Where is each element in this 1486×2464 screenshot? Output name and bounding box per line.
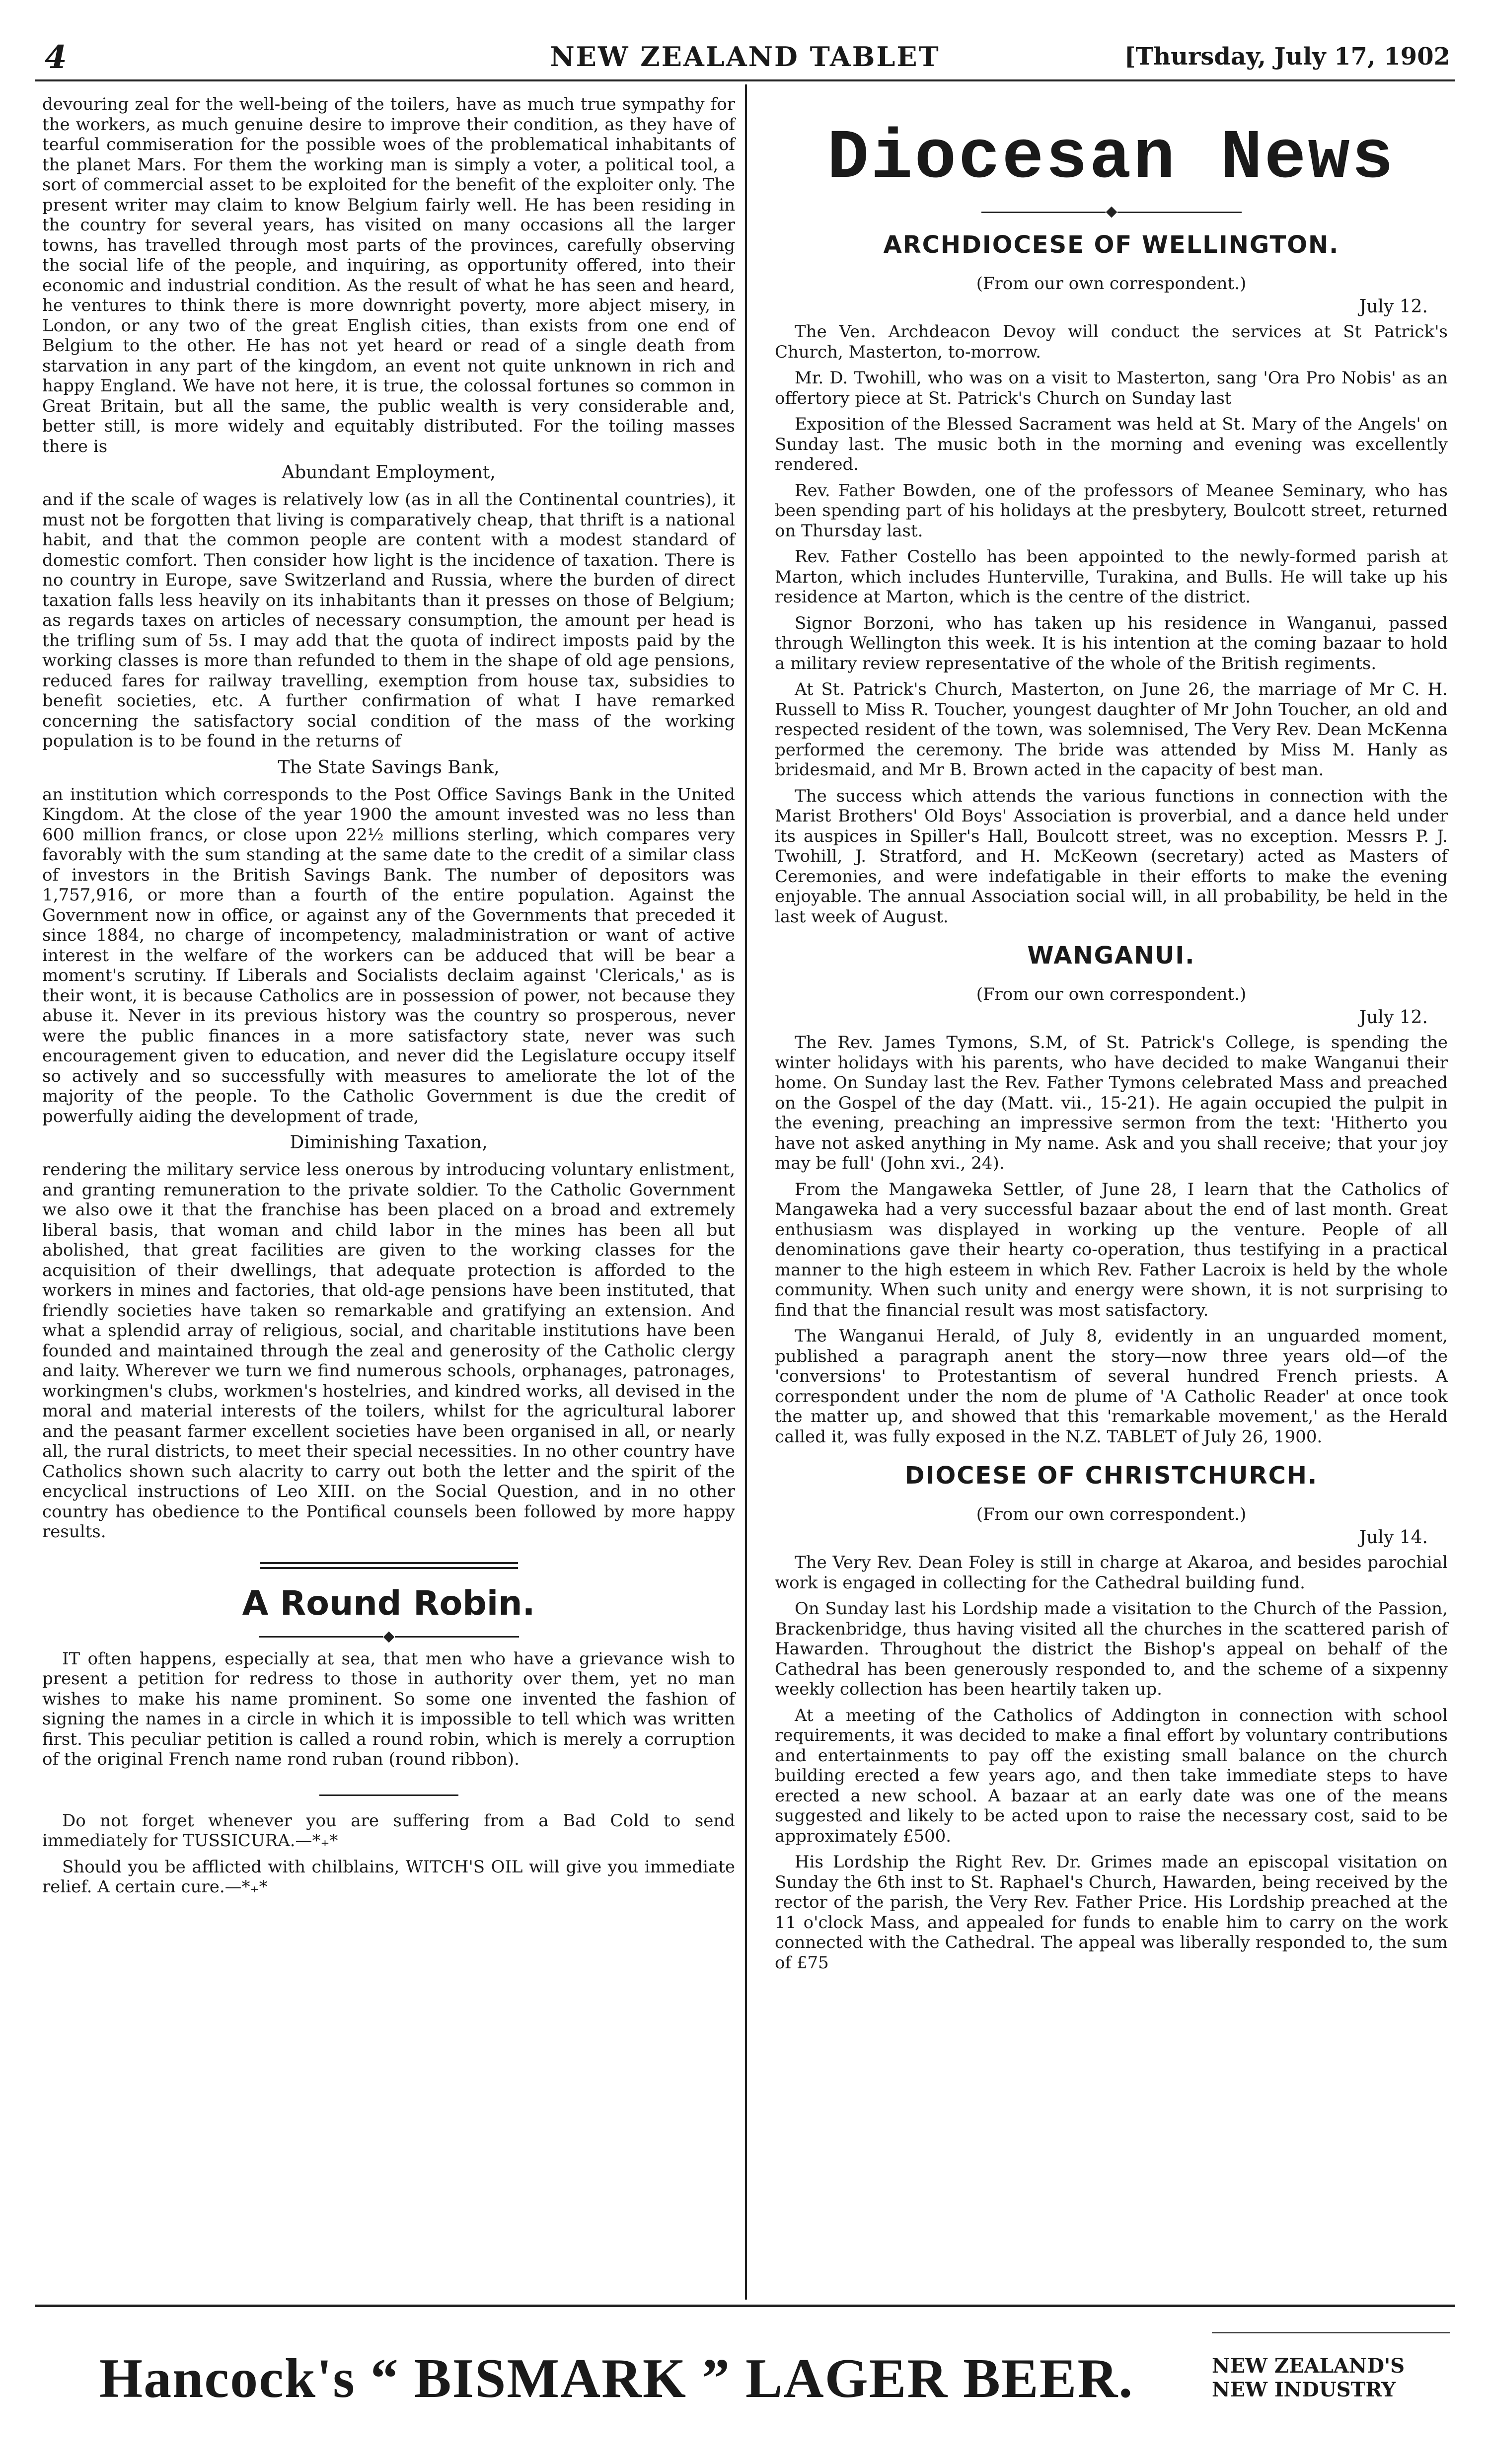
article-paragraph: rendering the military service less onerous by introducing voluntary enlistment, and granting remuneration to the private soldier. To the Catholic Government we also owe it that the franchise has been placed on a broad and extremely liberal basis, that woman and child labor in the mines has been all but abolished, that great facilities are given to the working classes for the acquisition of their dwellings, that adequate protection is afforded to the workers in mines and factories, that old-age pensions have been instituted, that friendly societies have taken so remarkable and gratifying an extension. And what a splendid array of religious, social, and charitable institutions have been founded and maintained through the zeal and generosity of the Catholic clergy and laity. Wherever we turn we find numerous schools, orphanages, patronages, workingmen's clubs, workmen's hostelries, and kindred works, all devised in the moral and material interests of the toilers, whilst for the agricultural laborer and the peasant farmer excellent societies have been organised in all, or nearly all, the rural districts, to meet their special necessities. In no other country have Catholics shown such alacrity to carry out both the letter and the spirit of the encyclical instructions of Leo XIII. on the Social Question, and in no other country has obedience to the Pontifical counsels been followed by more happy results. — [42, 1160, 735, 1542]
issue-date: [Thursday, July 17, 1902 — [1124, 43, 1450, 71]
advert-paragraph: Do not forget whenever you are suffering from a Bad Cold to send immediately for TUSSICURA.—*₊* — [42, 1810, 735, 1851]
news-paragraph: The Wanganui Herald, of July 8, evidently in an unguarded moment, published a paragraph anent the story—now three years old—of the 'conversions' to Protestantism of several hundred French priests. A correspondent under the nom de plume of 'A Catholic Reader' at once took the matter up, and showed that this 'remarkable movement,' as the Herald called it, was fully exposed in the N.Z. TABLET of July 26, 1900. — [775, 1326, 1448, 1447]
section-heading-wellington: ARCHDIOCESE OF WELLINGTON. — [883, 231, 1339, 259]
correspondent-line: (From our own correspondent.) — [976, 984, 1247, 1004]
news-paragraph: From the Mangaweka Settler, of June 28, I learn that the Catholics of Mangaweka had a very successful bazaar about the end of last month. Great enthusiasm was displayed in working up the venture. People of all denominations gave their hearty co-operation, thus testifying in a practical manner to the high esteem in which Rev. Father Lacroix is held by the whole community. When such unity and energy were shown, it is not surprising to find that the financial result was most satisfactory. — [775, 1179, 1448, 1320]
article-paragraph: and if the scale of wages is relatively low (as in all the Continental countries), it must not be forgotten that living is comparatively cheap, that thrift is a national habit, and that the common people are content with a modest standard of domestic comfort. Then consider how light is the incidence of taxation. There is no country in Europe, save Switzerland and Russia, where the burden of direct taxation falls less heavily on its inhabitants than it presses on those of Belgium; as regards taxes on articles of necessary consumption, the amount per head is the trifling sum of 5s. I may add that the quota of indirect imposts paid by the working classes is more than refunded to them in the shape of old age pensions, reduced fares for railway travelling, exemption from house tax, subsidies to benefit societies, etc. A further confirmation of what I have remarked concerning the satisfactory social condition of the mass of the working population is to be found in the returns of — [42, 490, 735, 751]
nz-industry-label — [1212, 2354, 1405, 2402]
article-paragraph: an institution which corresponds to the Post Office Savings Bank in the United Kingdom. At the close of the year 1900 the amount invested was no less than 600 million francs, or close upon 22½ millions sterling, which compares very favorably with the sum standing at the same date to the credit of a similar class of investors in the British Savings Bank. The number of depositors was 1,757,916, or more than a fourth of the entire population. Against the Government now in office, or against any of the Governments that preceded it since 1884, no charge of incompetency, maladministration or want of active interest in the welfare of the workers can be adduced that will be bear a moment's scrutiny. If Liberals and Socialists declaim against 'Clericals,' as is their wont, it is because Catholics are in possession of power, not because they abuse it. Never in its previous history was the country so prosperous, never were the public finances in a more satisfactory state, never was such encouragement given to education, and never did the Legislature occupy itself so actively and so successfully with measures to ameliorate the lot of the majority of the people. To the Catholic Government is due the credit of powerfully aiding the development of trade, — [42, 784, 735, 1126]
dateline: July 14. — [1359, 1527, 1428, 1548]
news-paragraph: Rev. Father Bowden, one of the professors of Meanee Seminary, who has been spending part of his holidays at the presbytery, Boulcott street, returned on Thursday last. — [775, 480, 1448, 541]
newspaper-title: NEW ZEALAND TABLET — [550, 41, 940, 73]
section-heading-christchurch: DIOCESE OF CHRISTCHURCH. — [904, 1462, 1318, 1490]
right-column — [775, 114, 1448, 1979]
advert-paragraph: Should you be afflicted with chilblains, WITCH'S OIL will give you immediate relief. A certain cure.—*₊* — [42, 1857, 735, 1897]
diocesan-news-title: Diocesan News — [827, 119, 1396, 198]
news-paragraph: At a meeting of the Catholics of Addington in connection with school requirements, it was decided to make a final effort by voluntary contributions and entertainments to pay off the existing small balance on the church building erected a few years ago, and then take immediate steps to have erected a new school. A bazaar at an early date was one of the means suggested and likely to be acted upon to raise the necessary cost, said to be approximately £500. — [775, 1705, 1448, 1846]
diamond-icon — [383, 1631, 394, 1643]
news-paragraph: Rev. Father Costello has been appointed to the newly-formed parish at Marton, which includes Hunterville, Turakina, and Bulls. He will take up his residence at Marton, which is the centre of the district. — [775, 547, 1448, 607]
advert-rule — [1212, 2332, 1450, 2333]
left-column — [42, 94, 735, 1903]
page-header — [35, 35, 1455, 81]
article-paragraph: devouring zeal for the well-being of the toilers, have as much true sympathy for the workers, as much genuine desire to improve their condition, as they have of tearful commiseration for the possible woes of the problematical inhabitants of the planet Mars. For them the working man is simply a voter, a political tool, a sort of commercial asset to be exploited for the benefit of the exploiter only. The present writer may claim to know Belgium fairly well. He has been residing in the country for several years, has visited on many occasions all the larger towns, has travelled through most parts of the provinces, carefully observing the social life of the people, and inquiring, as opportunity offered, into their economic and industrial condition. As the result of what he has seen and heard, he ventures to think there is more downright poverty, more abject misery, in London, or any two of the great English cities, than exists from one end of Belgium to the other. He has not yet heard or read of a single death from starvation in any part of the kingdom, an event not quite unknown in rich and happy England. We have not here, it is true, the colossal fortunes so common in Great Britain, but all the same, the public wealth is very considerable and, better still, is more widely and equitably distributed. For the toiling masses there is — [42, 94, 735, 456]
news-paragraph: The Very Rev. Dean Foley is still in charge at Akaroa, and besides parochial work is engaged in collecting for the Cathedral building fund. — [775, 1553, 1448, 1593]
news-paragraph: The Ven. Archdeacon Devoy will conduct the services at St Patrick's Church, Masterton, to-morrow. — [775, 322, 1448, 362]
news-paragraph: On Sunday last his Lordship made a visitation to the Church of the Passion, Brackenbridge, thus having visited all the churches in the scattered parish of Hawarden. Throughout the district the Bishop's appeal on behalf of the Cathedral has been generously responded to, and the scheme of a sixpenny weekly collection has been heartily taken up. — [775, 1599, 1448, 1699]
subheading: Diminishing Taxation, — [290, 1132, 488, 1153]
news-paragraph: The success which attends the various functions in connection with the Marist Brothers' Old Boys' Association is proverbial, and a dance held under its auspices in Spiller's Hall, Boulcott street, was no exception. Messrs P. J. Twohill, J. Stratford, and H. McKeown (secretary) acted as Masters of Ceremonies, and were indefatigable in their efforts to make the evening enjoyable. The annual Association social will, in all probability, be held in the last week of August. — [775, 786, 1448, 927]
subheading: The State Savings Bank, — [278, 757, 500, 778]
news-paragraph: Mr. D. Twohill, who was on a visit to Masterton, sang 'Ora Pro Nobis' as an offertory piece at St. Patrick's Church on Sunday last — [775, 368, 1448, 408]
correspondent-line: (From our own correspondent.) — [976, 274, 1247, 294]
footer-advert — [35, 2305, 1455, 2436]
section-rule — [319, 1794, 458, 1796]
diamond-icon — [1106, 207, 1117, 218]
news-paragraph: The Rev. James Tymons, S.M, of St. Patrick's College, is spending the winter holidays with his parents, who have decided to make Wanganui their home. On Sunday last the Rev. Father Tymons celebrated Mass and preached on the Gospel of the day (Matt. vii., 15-21). He again occupied the pulpit in the evening, preaching an impressive sermon from the text: 'Hitherto you have not asked anything in My name. Ask and you shall receive; that your joy may be full' (John xvi., 24). — [775, 1033, 1448, 1173]
page-number: 4 — [45, 39, 67, 76]
dateline: July 12. — [1359, 297, 1428, 317]
article-paragraph: IT often happens, especially at sea, that men who have a grievance wish to present a petition for redress to those in authority over them, yet no man wishes to make his name prominent. So some one invented the fashion of signing the names in a circle in which it is impossible to tell which was written first. This peculiar petition is called a round robin, which is merely a corruption of the original French name rond ruban (round ribbon). — [42, 1648, 735, 1769]
section-heading-wanganui: WANGANUI. — [1027, 942, 1195, 970]
nz-industry-line-2: NEW INDUSTRY — [1212, 2378, 1396, 2401]
section-rule — [260, 1562, 518, 1569]
nz-industry-line-1: NEW ZEALAND'S — [1212, 2354, 1405, 2378]
ornament-divider — [775, 208, 1448, 216]
round-robin-title: A Round Robin. — [242, 1583, 535, 1623]
dateline: July 12. — [1359, 1007, 1428, 1028]
news-paragraph: Exposition of the Blessed Sacrament was held at St. Mary of the Angels' on Sunday last. The music both in the morning and evening was excellently rendered. — [775, 414, 1448, 474]
subheading: Abundant Employment, — [282, 462, 496, 483]
correspondent-line: (From our own correspondent.) — [976, 1504, 1247, 1524]
column-divider — [745, 84, 747, 2300]
ornament-divider — [42, 1633, 735, 1641]
beer-advert-text: Hancock's “ BISMARK ” LAGER BEER. — [99, 2348, 1134, 2409]
news-paragraph: At St. Patrick's Church, Masterton, on June 26, the marriage of Mr C. H. Russell to Miss R. Toucher, youngest daughter of Mr John Toucher, an old and respected resident of the town, was solemnised, The Very Rev. Dean McKenna performed the ceremony. The bride was attended by Miss M. Hanly as bridesmaid, and Mr B. Brown acted in the capacity of best man. — [775, 679, 1448, 780]
news-paragraph: Signor Borzoni, who has taken up his residence in Wanganui, passed through Wellington this week. It is his intention at the coming bazaar to hold a military review representative of the whole of the British regiments. — [775, 613, 1448, 673]
news-paragraph: His Lordship the Right Rev. Dr. Grimes made an episcopal visitation on Sunday the 6th inst to St. Raphael's Church, Hawarden, being received by the rector of the parish, the Very Rev. Father Price. His Lordship preached at the 11 o'clock Mass, and appealed for funds to enable him to carry on the work connected with the Cathedral. The appeal was liberally responded to, the sum of £75 — [775, 1852, 1448, 1973]
